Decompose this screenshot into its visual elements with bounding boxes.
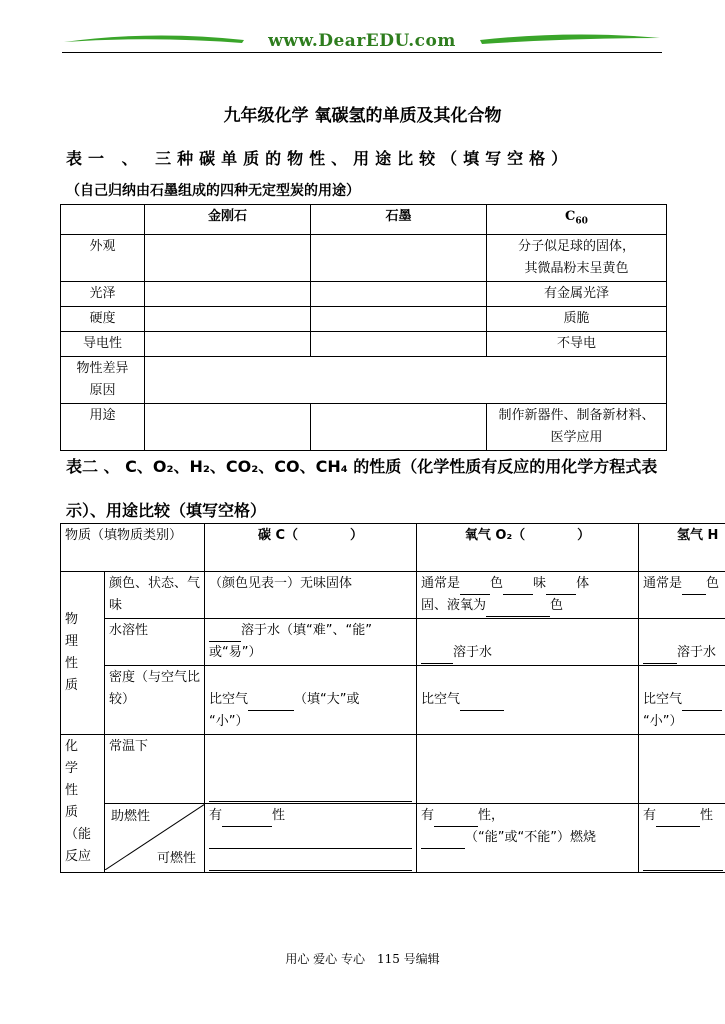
oxygen-cell: 溶于水 <box>417 619 639 666</box>
row-label: 密度（与空气比较） <box>105 666 205 735</box>
row-label: 常温下 <box>105 735 205 804</box>
table2-heading: 表二 、 C、O₂、H₂、CO₂、CO、CH₄ 的性质（化学性质有反应的用化学方程式表示）、用途比较（填写空格） <box>66 457 658 520</box>
oxygen-cell: 比空气 <box>417 666 639 735</box>
blank-cell[interactable] <box>145 331 311 356</box>
table-row <box>61 281 667 306</box>
site-header <box>62 28 662 56</box>
c60-cell: 有金属光泽 <box>487 281 667 306</box>
chemical-group-label: 化 学 性 质 （能 反应 <box>61 735 105 873</box>
table-row <box>61 356 667 403</box>
c60-cell: 质脆 <box>487 306 667 331</box>
carbon-cell: 溶于水（填“难”、“能” 或“易”） <box>205 619 417 666</box>
table-row <box>61 619 725 666</box>
oxygen-cell[interactable] <box>417 735 639 804</box>
header-divider <box>62 52 662 53</box>
blank-cell[interactable] <box>145 234 311 281</box>
row-label: 颜色、状态、气味 <box>105 572 205 619</box>
row-label: 外观 <box>61 234 145 281</box>
table-row <box>61 804 725 873</box>
table-row <box>61 735 725 804</box>
table-row <box>61 331 667 356</box>
site-url[interactable]: www.DearEDU.com <box>268 31 456 51</box>
combustion-diagonal-cell <box>105 804 205 873</box>
c60-cell: 不导电 <box>487 331 667 356</box>
header-substance: 物质（填物质类别） <box>61 524 205 572</box>
table-row <box>61 234 667 281</box>
blank-cell[interactable] <box>311 403 487 450</box>
table1-heading: 表一 、 三种碳单质的物性、用途比较（填写空格） <box>66 149 574 168</box>
carbon-cell: （颜色见表一）无味固体 <box>205 572 417 619</box>
table1-note: （自己归纳由石墨组成的四种无定型炭的用途） <box>66 183 360 199</box>
table-row <box>61 205 667 235</box>
row-label: 用途 <box>61 403 145 450</box>
page-footer: 用心 爱心 专心 115 号编辑 <box>285 952 440 966</box>
carbon-cell: 有 性 <box>205 804 417 873</box>
hydrogen-cell: 溶于水 <box>639 619 725 666</box>
row-label: 物性差异 原因 <box>61 356 145 403</box>
table-row <box>61 524 725 572</box>
table-row <box>61 572 725 619</box>
row-label: 硬度 <box>61 306 145 331</box>
blank-cell[interactable] <box>311 306 487 331</box>
page-title: 九年级化学 氧碳氢的单质及其化合物 <box>223 106 502 126</box>
flammable-label: 可燃性 <box>157 851 197 866</box>
row-label: 光泽 <box>61 281 145 306</box>
physical-group-label: 物 理 性 质 <box>61 572 105 735</box>
hydrogen-cell: 有 性 <box>639 804 725 873</box>
header-diamond: 金刚石 <box>145 205 311 235</box>
row-label: 导电性 <box>61 331 145 356</box>
header-carbon: 碳 C（ ） <box>205 524 417 572</box>
hydrogen-cell: 比空气 “小”） <box>639 666 725 735</box>
blank-cell[interactable] <box>145 281 311 306</box>
header-oxygen: 氧气 O₂（ ） <box>417 524 639 572</box>
blank-cell[interactable] <box>145 403 311 450</box>
combustion-label: 助燃性 <box>111 809 151 824</box>
hydrogen-cell[interactable] <box>639 735 725 804</box>
oxygen-cell: 通常是 色 味 体 固、液氧为 色 <box>417 572 639 619</box>
blank-cell[interactable] <box>311 281 487 306</box>
row-label: 水溶性 <box>105 619 205 666</box>
blank-cell[interactable] <box>311 331 487 356</box>
header-cell <box>61 205 145 235</box>
blank-cell[interactable] <box>145 306 311 331</box>
c60-cell: 制作新器件、制备新材料、 医学应用 <box>487 403 667 450</box>
table-row <box>61 403 667 450</box>
carbon-cell: 比空气 （填“大”或 “小”） <box>205 666 417 735</box>
table-row <box>61 306 667 331</box>
carbon-allotropes-table <box>60 204 667 451</box>
substances-table <box>60 523 725 873</box>
blank-cell[interactable] <box>311 234 487 281</box>
c60-cell: 分子似足球的固体， 其微晶粉末呈黄色 <box>487 234 667 281</box>
carbon-cell[interactable] <box>205 735 417 804</box>
header-hydrogen: 氢气 H <box>639 524 725 572</box>
table-row <box>61 666 725 735</box>
header-graphite: 石墨 <box>311 205 487 235</box>
header-c60: $C_{60}$ <box>487 205 667 235</box>
hydrogen-cell: 通常是 色 <box>639 572 725 619</box>
oxygen-cell: 有 性， （“能”或“不能”）燃烧 <box>417 804 639 873</box>
blank-cell[interactable] <box>145 356 667 403</box>
